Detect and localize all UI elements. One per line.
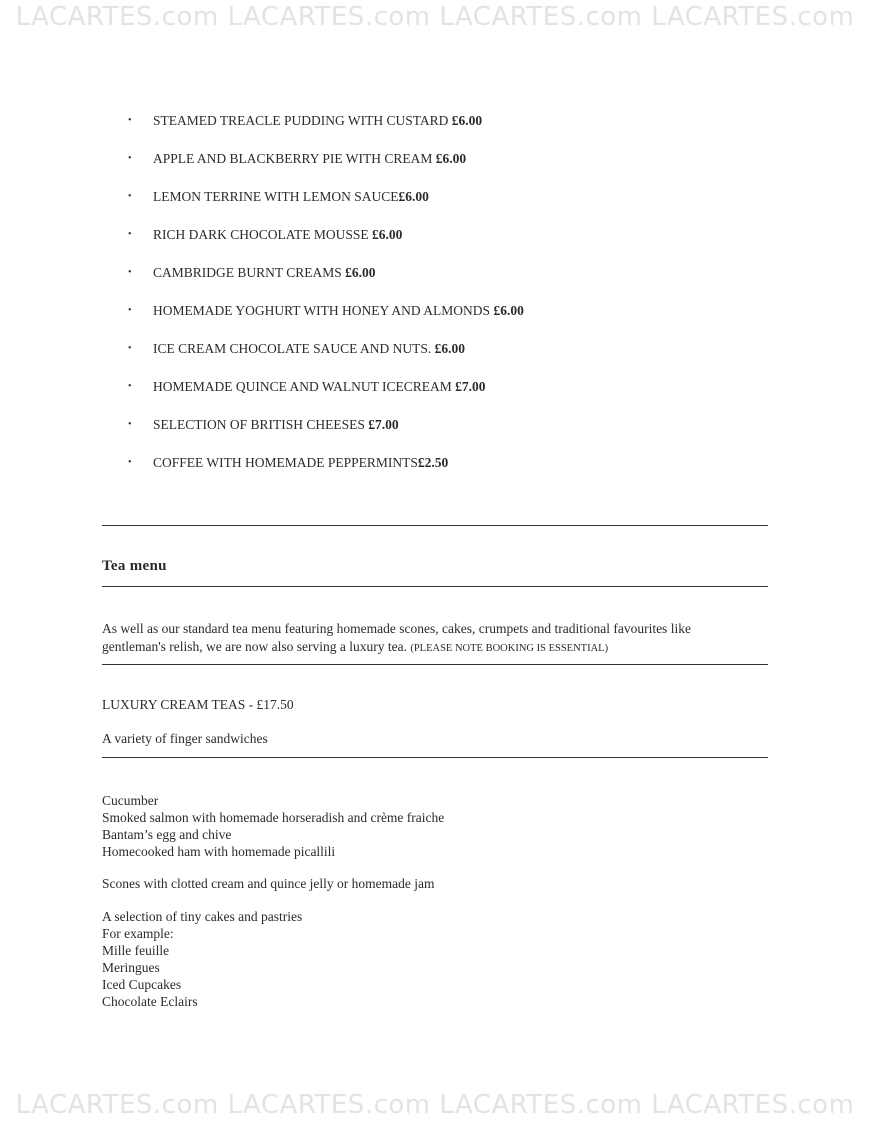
bullet-icon: • xyxy=(128,267,132,278)
cake-line: For example: xyxy=(102,926,174,941)
bullet-icon: • xyxy=(128,343,132,354)
sandwich-item: Cucumber xyxy=(102,793,159,808)
bullet-icon: • xyxy=(128,419,132,430)
dessert-price: £6.00 xyxy=(434,341,466,356)
sandwich-list xyxy=(102,792,444,860)
dessert-price: £6.00 xyxy=(345,265,376,280)
dessert-name: APPLE AND BLACKBERRY PIE WITH CREAM xyxy=(153,151,436,166)
dessert-price: £6.00 xyxy=(435,151,467,166)
dessert-item xyxy=(128,150,524,188)
dessert-item xyxy=(128,188,524,226)
cake-line: Iced Cupcakes xyxy=(102,977,182,992)
divider xyxy=(102,525,768,526)
dessert-price: £6.00 xyxy=(398,189,429,204)
dessert-name: ICE CREAM CHOCOLATE SAUCE AND NUTS. xyxy=(153,341,435,356)
dessert-item xyxy=(128,226,524,264)
dessert-price: £6.00 xyxy=(451,113,483,128)
dessert-price: £7.00 xyxy=(368,417,399,432)
tea-intro-text: As well as our standard tea menu featuring homemade scones, cakes, crumpets and traditional favourites like gentleman's relish, we are now also serving a luxury tea. xyxy=(102,621,691,654)
sandwich-item: Homecooked ham with homemade picallili xyxy=(102,844,336,859)
divider xyxy=(102,757,768,758)
bullet-icon: • xyxy=(128,115,132,126)
cake-line: A selection of tiny cakes and pastries xyxy=(102,909,303,924)
tea-intro-paragraph xyxy=(102,620,742,658)
watermark-top: LACARTES.com LACARTES.com LACARTES.com LACARTES.com xyxy=(15,2,855,32)
dessert-name: LEMON TERRINE WITH LEMON SAUCE xyxy=(153,189,399,204)
dessert-price: £7.00 xyxy=(455,379,486,394)
dessert-item xyxy=(128,340,524,378)
cake-line: Meringues xyxy=(102,960,160,975)
dessert-item xyxy=(128,416,524,454)
sandwich-item: Smoked salmon with homemade horseradish and crème fraiche xyxy=(102,810,445,825)
dessert-item xyxy=(128,378,524,416)
luxury-cream-teas-price: LUXURY CREAM TEAS - £17.50 xyxy=(102,697,294,712)
booking-note: (PLEASE NOTE BOOKING IS ESSENTIAL) xyxy=(410,643,609,654)
dessert-list xyxy=(128,112,524,492)
bullet-icon: • xyxy=(128,305,132,316)
divider xyxy=(102,664,768,665)
dessert-price: £6.00 xyxy=(372,227,403,242)
cake-line: Chocolate Eclairs xyxy=(102,994,198,1009)
scones-line: Scones with clotted cream and quince jelly or homemade jam xyxy=(102,876,435,891)
bullet-icon: • xyxy=(128,153,132,164)
dessert-name: HOMEMADE YOGHURT WITH HONEY AND ALMONDS xyxy=(153,303,494,318)
watermark-bottom: LACARTES.com LACARTES.com LACARTES.com LACARTES.com xyxy=(15,1090,855,1120)
dessert-name: RICH DARK CHOCOLATE MOUSSE xyxy=(153,227,373,242)
tea-menu-heading: Tea menu xyxy=(102,558,167,574)
dessert-item xyxy=(128,454,524,492)
cake-line: Mille feuille xyxy=(102,943,170,958)
dessert-name: STEAMED TREACLE PUDDING WITH CUSTARD xyxy=(153,113,452,128)
dessert-item xyxy=(128,302,524,340)
divider xyxy=(102,586,768,587)
dessert-item xyxy=(128,112,524,150)
dessert-item xyxy=(128,264,524,302)
dessert-name: CAMBRIDGE BURNT CREAMS xyxy=(153,265,346,280)
dessert-name: HOMEMADE QUINCE AND WALNUT ICECREAM xyxy=(153,379,456,394)
cakes-list xyxy=(102,908,302,1010)
dessert-price: £6.00 xyxy=(493,303,524,318)
bullet-icon: • xyxy=(128,457,132,468)
bullet-icon: • xyxy=(128,381,132,392)
sandwich-item: Bantam’s egg and chive xyxy=(102,827,232,842)
bullet-icon: • xyxy=(128,229,132,240)
dessert-name: COFFEE WITH HOMEMADE PEPPERMINTS xyxy=(153,455,418,470)
dessert-price: £2.50 xyxy=(417,455,449,470)
bullet-icon: • xyxy=(128,191,132,202)
dessert-name: SELECTION OF BRITISH CHEESES xyxy=(153,417,369,432)
sandwiches-intro: A variety of finger sandwiches xyxy=(102,731,268,746)
